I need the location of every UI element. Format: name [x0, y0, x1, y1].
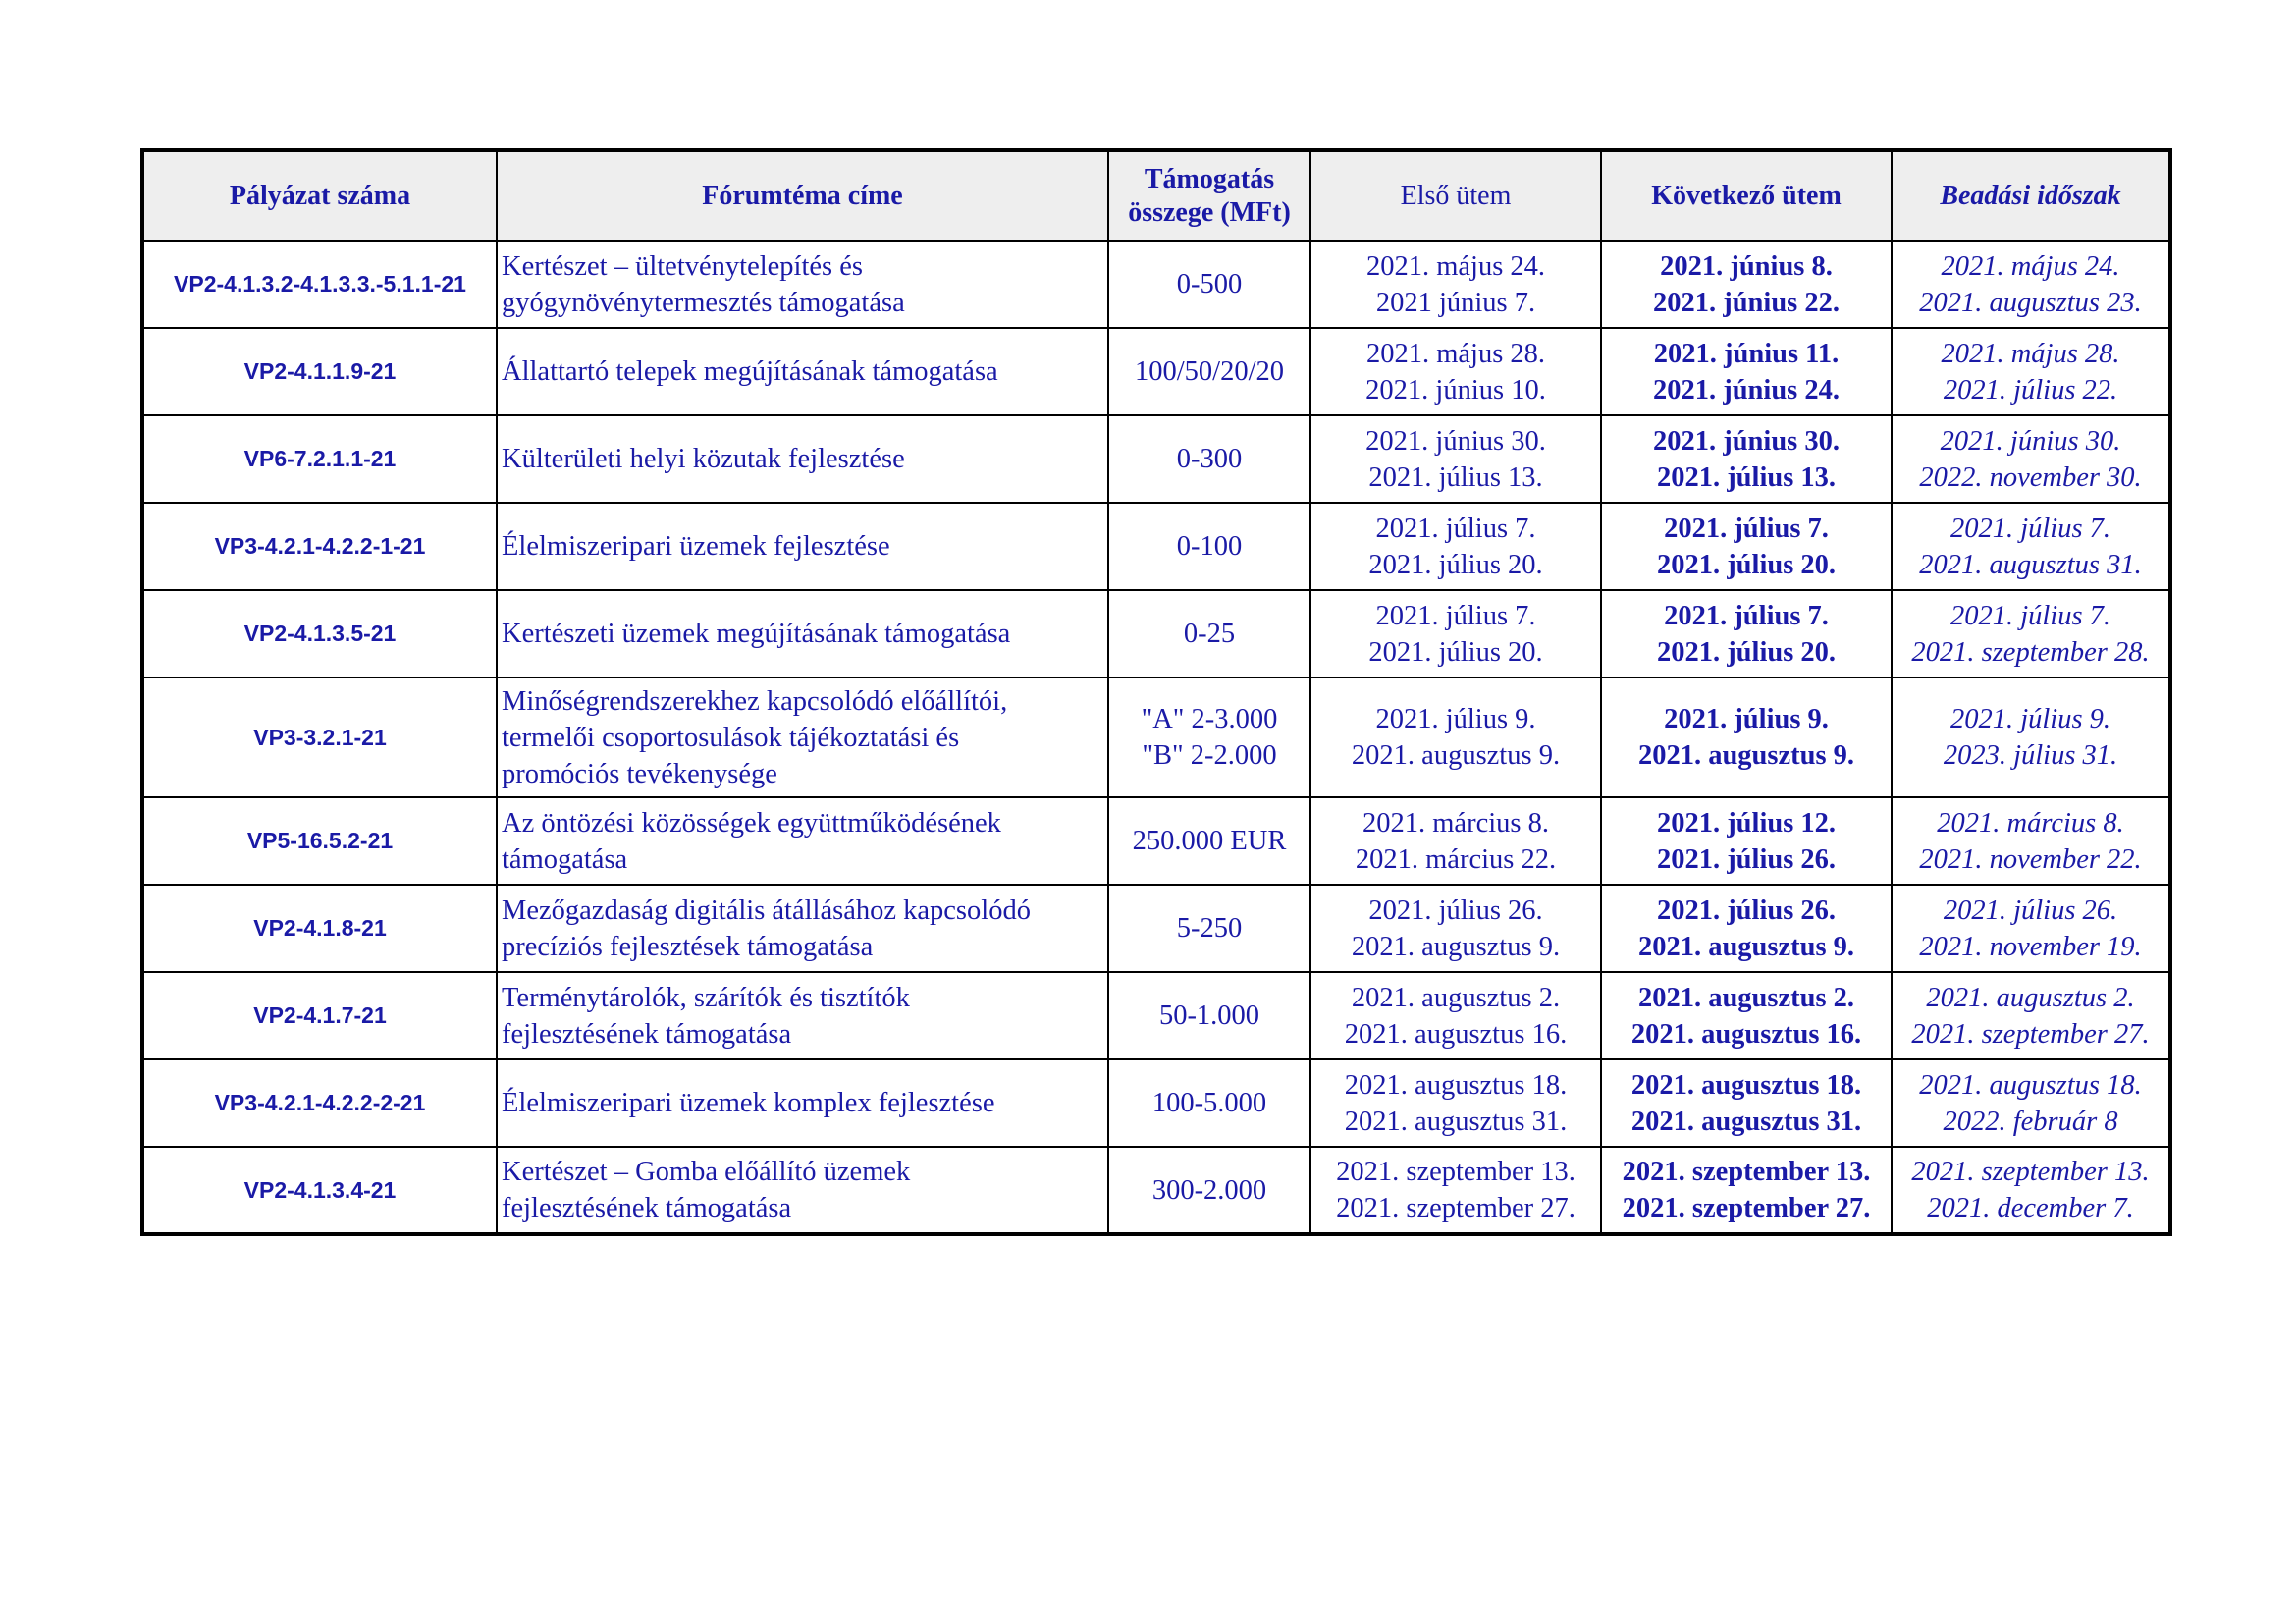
forum-topic-title-cell: [497, 241, 1108, 328]
submission-period-cell: [1892, 415, 2170, 503]
submission-period-line: 2021. augusztus 23.: [1919, 287, 2142, 318]
next-phase-line: 2021. július 20.: [1656, 549, 1837, 580]
first-phase-line: 2021. július 13.: [1368, 461, 1543, 493]
next-phase-line: 2021. július 12.: [1656, 807, 1837, 839]
submission-period-line: 2022. november 30.: [1919, 461, 2142, 493]
support-amount-line: "A" 2-3.000: [1141, 704, 1278, 734]
first-phase-cell: [1310, 415, 1601, 503]
submission-period-line: 2023. július 31.: [1943, 740, 2118, 771]
forum-topic-title-cell: [497, 328, 1108, 415]
first-phase-line: 2021. június 30.: [1365, 425, 1546, 457]
submission-period-line: 2021. november 22.: [1919, 843, 2142, 875]
next-phase-line: 2021. július 26.: [1656, 894, 1837, 926]
first-phase-line: 2021. július 20.: [1368, 636, 1543, 668]
table-row: [142, 241, 2170, 328]
first-phase-cell: [1310, 677, 1601, 797]
submission-period-line: 2021. május 24.: [1941, 250, 2120, 282]
forum-topic-title-cell: [497, 415, 1108, 503]
next-phase-cell: [1601, 503, 1892, 590]
forum-topic-title-line: Kertészet – ültetvénytelepítés és: [502, 250, 863, 282]
table-row: [142, 885, 2170, 972]
next-phase-line: 2021. június 11.: [1653, 338, 1840, 369]
next-phase-line: 2021. július 9.: [1664, 704, 1829, 734]
forum-topic-title-line: termelői csoportosulások tájékoztatási és: [502, 722, 960, 753]
table-row: [142, 415, 2170, 503]
submission-period-line: 2022. február 8: [1943, 1106, 2118, 1137]
forum-topic-title-cell: [497, 590, 1108, 677]
forum-topic-title-cell: [497, 797, 1108, 885]
submission-period-line: 2021. július 7.: [1949, 600, 2111, 631]
first-phase-line: 2021. március 22.: [1355, 843, 1557, 875]
header-forum-topic-title: Fórumtéma címe: [497, 150, 1108, 241]
first-phase-line: 2021. szeptember 27.: [1336, 1193, 1575, 1223]
forum-topic-title-cell: [497, 677, 1108, 797]
first-phase-cell: [1310, 885, 1601, 972]
first-phase-line: 2021 június 7.: [1375, 287, 1536, 318]
submission-period-line: 2021. március 8.: [1937, 807, 2124, 839]
submission-period-cell: [1892, 677, 2170, 797]
first-phase-line: 2021. augusztus 9.: [1351, 740, 1561, 771]
next-phase-line: 2021. június 8.: [1660, 250, 1833, 282]
support-amount-cell: [1108, 885, 1310, 972]
first-phase-line: 2021. július 7.: [1375, 513, 1536, 544]
forum-topic-title-line: Kertészeti üzemek megújításának támogatása: [502, 619, 1011, 649]
next-phase-cell: [1601, 1147, 1892, 1234]
tender-number-cell: VP2-4.1.7-21: [142, 972, 497, 1059]
header-support-amount: Támogatás összege (MFt): [1108, 150, 1310, 241]
first-phase-line: 2021. június 10.: [1365, 374, 1546, 406]
submission-period-line: 2021. július 7.: [1949, 513, 2111, 544]
first-phase-line: 2021. szeptember 13.: [1336, 1157, 1575, 1187]
table-row: [142, 503, 2170, 590]
forum-topic-title-line: Az öntözési közösségek együttműködésének: [502, 807, 1001, 839]
support-amount-line: 100/50/20/20: [1134, 356, 1284, 387]
next-phase-cell: [1601, 590, 1892, 677]
header-first-phase: Első ütem: [1310, 150, 1601, 241]
forum-topic-title-line: promóciós tevékenysége: [502, 758, 777, 789]
submission-period-cell: [1892, 797, 2170, 885]
submission-period-line: 2021. augusztus 2.: [1926, 982, 2135, 1013]
next-phase-cell: [1601, 241, 1892, 328]
support-amount-cell: [1108, 972, 1310, 1059]
submission-period-cell: [1892, 241, 2170, 328]
next-phase-line: 2021. augusztus 2.: [1637, 982, 1855, 1013]
submission-period-cell: [1892, 503, 2170, 590]
submission-period-line: 2021. július 22.: [1943, 374, 2118, 406]
support-amount-cell: [1108, 241, 1310, 328]
submission-period-cell: [1892, 590, 2170, 677]
support-amount-cell: [1108, 590, 1310, 677]
header-next-phase: Következő ütem: [1601, 150, 1892, 241]
forum-topic-title-cell: [497, 1059, 1108, 1147]
submission-period-line: 2021. július 26.: [1943, 894, 2118, 926]
tender-number-cell: VP5-16.5.2-21: [142, 797, 497, 885]
tender-number-cell: VP2-4.1.8-21: [142, 885, 497, 972]
first-phase-cell: [1310, 972, 1601, 1059]
support-amount-line: 250.000 EUR: [1132, 826, 1287, 856]
support-amount-cell: [1108, 1147, 1310, 1234]
forum-topic-title-line: Mezőgazdaság digitális átállásához kapcsolódó: [502, 894, 1031, 926]
submission-period-line: 2021. augusztus 18.: [1919, 1069, 2142, 1101]
first-phase-line: 2021. július 26.: [1368, 894, 1543, 926]
next-phase-line: 2021. szeptember 13.: [1622, 1157, 1871, 1187]
next-phase-line: 2021. július 7.: [1664, 513, 1829, 544]
forum-topic-title-cell: [497, 972, 1108, 1059]
forum-topic-title-line: Élelmiszeripari üzemek fejlesztése: [502, 531, 890, 562]
submission-period-cell: [1892, 972, 2170, 1059]
support-amount-cell: [1108, 1059, 1310, 1147]
first-phase-line: 2021. július 7.: [1375, 600, 1536, 631]
support-amount-line: 5-250: [1176, 913, 1243, 944]
tender-number-cell: VP3-4.2.1-4.2.2-1-21: [142, 503, 497, 590]
tender-number-cell: VP2-4.1.3.2-4.1.3.3.-5.1.1-21: [142, 241, 497, 328]
table-body: [142, 241, 2170, 1234]
forum-topic-title-cell: [497, 885, 1108, 972]
submission-period-line: 2021. szeptember 27.: [1911, 1018, 2150, 1050]
first-phase-line: 2021. augusztus 2.: [1351, 982, 1561, 1013]
submission-period-cell: [1892, 885, 2170, 972]
tender-number-cell: VP2-4.1.1.9-21: [142, 328, 497, 415]
tender-number-cell: VP2-4.1.3.4-21: [142, 1147, 497, 1234]
support-amount-line: 0-500: [1176, 269, 1243, 299]
first-phase-cell: [1310, 590, 1601, 677]
next-phase-line: 2021. szeptember 27.: [1622, 1193, 1871, 1223]
next-phase-cell: [1601, 677, 1892, 797]
table-header-row: [142, 150, 2170, 241]
next-phase-cell: [1601, 1059, 1892, 1147]
forum-topic-title-line: precíziós fejlesztések támogatása: [502, 931, 874, 962]
forum-topic-title-line: fejlesztésének támogatása: [502, 1193, 792, 1223]
next-phase-line: 2021. augusztus 18.: [1630, 1069, 1862, 1101]
first-phase-line: 2021. augusztus 9.: [1351, 931, 1561, 962]
tender-number-cell: VP3-4.2.1-4.2.2-2-21: [142, 1059, 497, 1147]
first-phase-cell: [1310, 1147, 1601, 1234]
next-phase-line: 2021. augusztus 16.: [1630, 1018, 1862, 1050]
next-phase-cell: [1601, 328, 1892, 415]
tender-number-cell: VP3-3.2.1-21: [142, 677, 497, 797]
submission-period-cell: [1892, 1059, 2170, 1147]
support-amount-line: 100-5.000: [1151, 1088, 1267, 1118]
next-phase-cell: [1601, 415, 1892, 503]
submission-period-line: 2021. május 28.: [1941, 338, 2120, 369]
support-amount-cell: [1108, 328, 1310, 415]
support-amount-line: 50-1.000: [1158, 1001, 1260, 1031]
table-row: [142, 972, 2170, 1059]
next-phase-line: 2021. június 22.: [1652, 287, 1841, 318]
next-phase-line: 2021. augusztus 31.: [1630, 1106, 1862, 1137]
support-amount-cell: [1108, 415, 1310, 503]
forum-topic-title-line: fejlesztésének támogatása: [502, 1018, 792, 1050]
table-row: [142, 1147, 2170, 1234]
first-phase-cell: [1310, 241, 1601, 328]
first-phase-line: 2021. augusztus 16.: [1344, 1018, 1568, 1050]
first-phase-line: 2021. augusztus 18.: [1344, 1069, 1568, 1101]
next-phase-line: 2021. június 30.: [1652, 425, 1841, 457]
table-row: [142, 677, 2170, 797]
forum-topic-title-line: Élelmiszeripari üzemek komplex fejlesztése: [502, 1088, 995, 1118]
submission-period-line: 2021. augusztus 31.: [1919, 549, 2142, 580]
header-submission-period: Beadási időszak: [1892, 150, 2170, 241]
tender-schedule-table: [140, 148, 2172, 1236]
forum-topic-title-line: Minőségrendszerekhez kapcsolódó előállítói,: [502, 685, 1008, 717]
tender-number-cell: VP2-4.1.3.5-21: [142, 590, 497, 677]
forum-topic-title-line: Állattartó telepek megújításának támogatása: [502, 356, 998, 387]
support-amount-line: 0-25: [1183, 619, 1236, 649]
support-amount-line: 0-300: [1176, 444, 1243, 474]
support-amount-cell: [1108, 503, 1310, 590]
next-phase-cell: [1601, 972, 1892, 1059]
forum-topic-title-line: támogatása: [502, 843, 628, 875]
first-phase-cell: [1310, 1059, 1601, 1147]
submission-period-line: 2021. november 19.: [1919, 931, 2142, 962]
support-amount-line: 0-100: [1176, 531, 1243, 562]
tender-number-cell: VP6-7.2.1.1-21: [142, 415, 497, 503]
support-amount-line: "B" 2-2.000: [1142, 740, 1277, 771]
forum-topic-title-line: Külterületi helyi közutak fejlesztése: [502, 444, 905, 474]
next-phase-line: 2021. július 13.: [1656, 461, 1837, 493]
forum-topic-title-line: Terménytárolók, szárítók és tisztítók: [502, 982, 910, 1013]
first-phase-cell: [1310, 328, 1601, 415]
header-tender-number: Pályázat száma: [142, 150, 497, 241]
next-phase-line: 2021. július 20.: [1656, 636, 1837, 668]
first-phase-line: 2021. március 8.: [1362, 807, 1549, 839]
next-phase-line: 2021. június 24.: [1652, 374, 1841, 406]
support-amount-cell: [1108, 797, 1310, 885]
next-phase-line: 2021. augusztus 9.: [1637, 931, 1855, 962]
submission-period-cell: [1892, 328, 2170, 415]
support-amount-line: 300-2.000: [1151, 1174, 1267, 1206]
first-phase-line: 2021. augusztus 31.: [1344, 1106, 1568, 1137]
support-amount-cell: [1108, 677, 1310, 797]
first-phase-cell: [1310, 797, 1601, 885]
submission-period-line: 2021. december 7.: [1927, 1193, 2134, 1223]
submission-period-line: 2021. július 9.: [1949, 704, 2111, 734]
first-phase-line: 2021. május 28.: [1365, 338, 1546, 369]
forum-topic-title-cell: [497, 1147, 1108, 1234]
table-row: [142, 1059, 2170, 1147]
next-phase-cell: [1601, 797, 1892, 885]
submission-period-line: 2021. szeptember 28.: [1911, 636, 2150, 668]
table-row: [142, 797, 2170, 885]
first-phase-line: 2021. július 9.: [1375, 704, 1536, 734]
table-row: [142, 328, 2170, 415]
first-phase-cell: [1310, 503, 1601, 590]
submission-period-line: 2021. szeptember 13.: [1911, 1157, 2150, 1187]
next-phase-cell: [1601, 885, 1892, 972]
first-phase-line: 2021. július 20.: [1368, 549, 1543, 580]
submission-period-line: 2021. június 30.: [1940, 425, 2121, 457]
forum-topic-title-line: gyógynövénytermesztés támogatása: [502, 287, 905, 318]
next-phase-line: 2021. július 26.: [1656, 843, 1837, 875]
next-phase-line: 2021. július 7.: [1664, 600, 1829, 631]
forum-topic-title-line: Kertészet – Gomba előállító üzemek: [502, 1157, 911, 1187]
table-row: [142, 590, 2170, 677]
submission-period-cell: [1892, 1147, 2170, 1234]
forum-topic-title-cell: [497, 503, 1108, 590]
next-phase-line: 2021. augusztus 9.: [1637, 740, 1855, 771]
first-phase-line: 2021. május 24.: [1365, 250, 1546, 282]
